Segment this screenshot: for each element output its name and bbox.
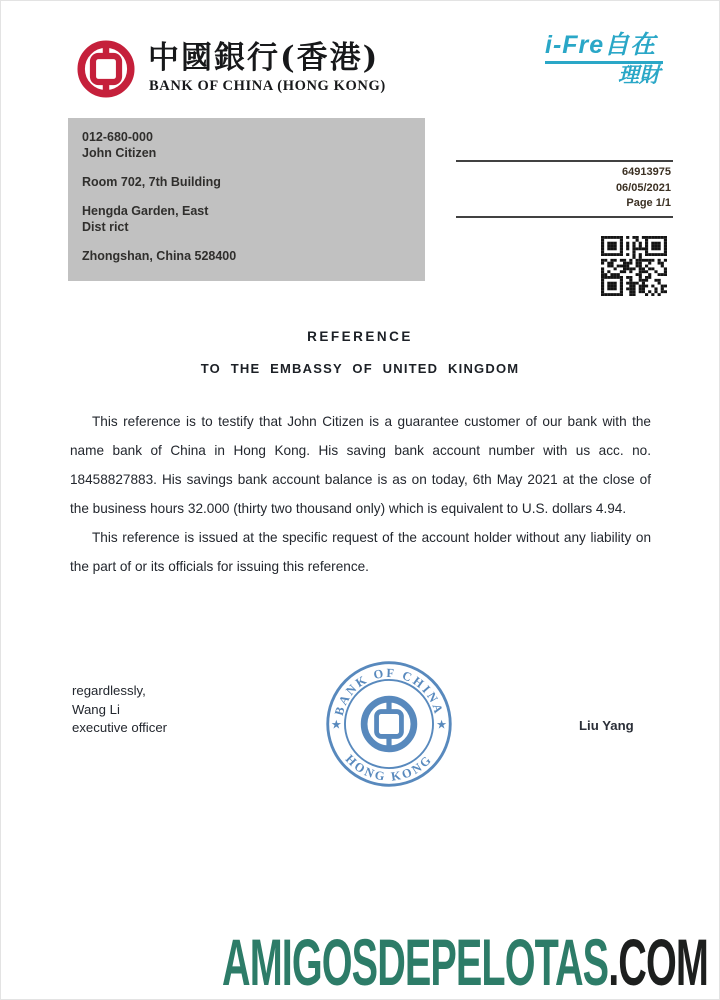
- stamp-star-left-icon: ★: [331, 719, 342, 731]
- watermark-main: AMIGOSDEPELOTAS: [222, 925, 609, 999]
- stamp-bottom-text: HONG KONG: [342, 751, 436, 784]
- document-date: 06/05/2021: [615, 181, 671, 194]
- stamp-star-right-icon: ★: [436, 719, 447, 731]
- bank-stamp: [322, 657, 456, 791]
- address-spacer: [82, 190, 411, 203]
- body-paragraph-1: This reference is to testify that John Citizen is a guarantee customer of our bank with the name bank of China in Hong Kong. His saving bank account number with us acc. no. 18458827883. His savings bank account balance is as on today, 6th May 2021 at the close of the business hours 32.000 (thirty two thousand only) which is equivalent to U.S. dollars 4.94.: [70, 414, 651, 516]
- bank-of-china-emblem-icon: [75, 38, 137, 100]
- bank-name-english: BANK OF CHINA (HONG KONG): [149, 78, 386, 94]
- address-spacer: [82, 161, 411, 174]
- document-title: REFERENCE: [307, 329, 413, 344]
- signature-closing: regardlessly,: [72, 683, 146, 698]
- stamp-top-text: BANK OF CHINA: [331, 665, 447, 718]
- body-paragraph-2: This reference is issued at the specific request of the account holder without any liability on the part of or its officials for issuing this reference.: [70, 530, 651, 574]
- signatory-name: Wang Li: [72, 701, 120, 717]
- watermark-suffix: .COM: [608, 925, 708, 999]
- signatory-title: executive officer: [72, 720, 168, 735]
- recipient-account-code: 012-680-000: [82, 130, 153, 144]
- recipient-address-block: [68, 118, 425, 281]
- ifre-logo-line2: 理財: [618, 64, 660, 87]
- document-subtitle: TO THE EMBASSY OF UNITED KINGDOM: [200, 361, 520, 376]
- recipient-address-line: Dist rict: [82, 220, 129, 234]
- recipient-name: John Citizen: [82, 146, 157, 160]
- ifre-logo-line1: i-Fre自在: [545, 31, 657, 59]
- recipient-address-line: Room 702, 7th Building: [82, 175, 221, 189]
- bank-name-chinese: 中國銀行(香港): [148, 40, 380, 76]
- second-signatory-name: Liu Yang: [579, 718, 634, 733]
- address-spacer: [82, 235, 411, 248]
- signature-block: [72, 682, 167, 738]
- recipient-address-line: Hengda Garden, East: [82, 204, 209, 218]
- qr-code: [601, 236, 667, 296]
- page-indicator: Page 1/1: [626, 197, 671, 209]
- letter-body: [70, 407, 651, 581]
- site-watermark: [222, 925, 708, 999]
- ifre-wealth-logo: [545, 31, 695, 87]
- reference-number: 64913975: [622, 166, 671, 178]
- document-info-block: [456, 160, 673, 218]
- recipient-address-line: Zhongshan, China 528400: [82, 249, 237, 263]
